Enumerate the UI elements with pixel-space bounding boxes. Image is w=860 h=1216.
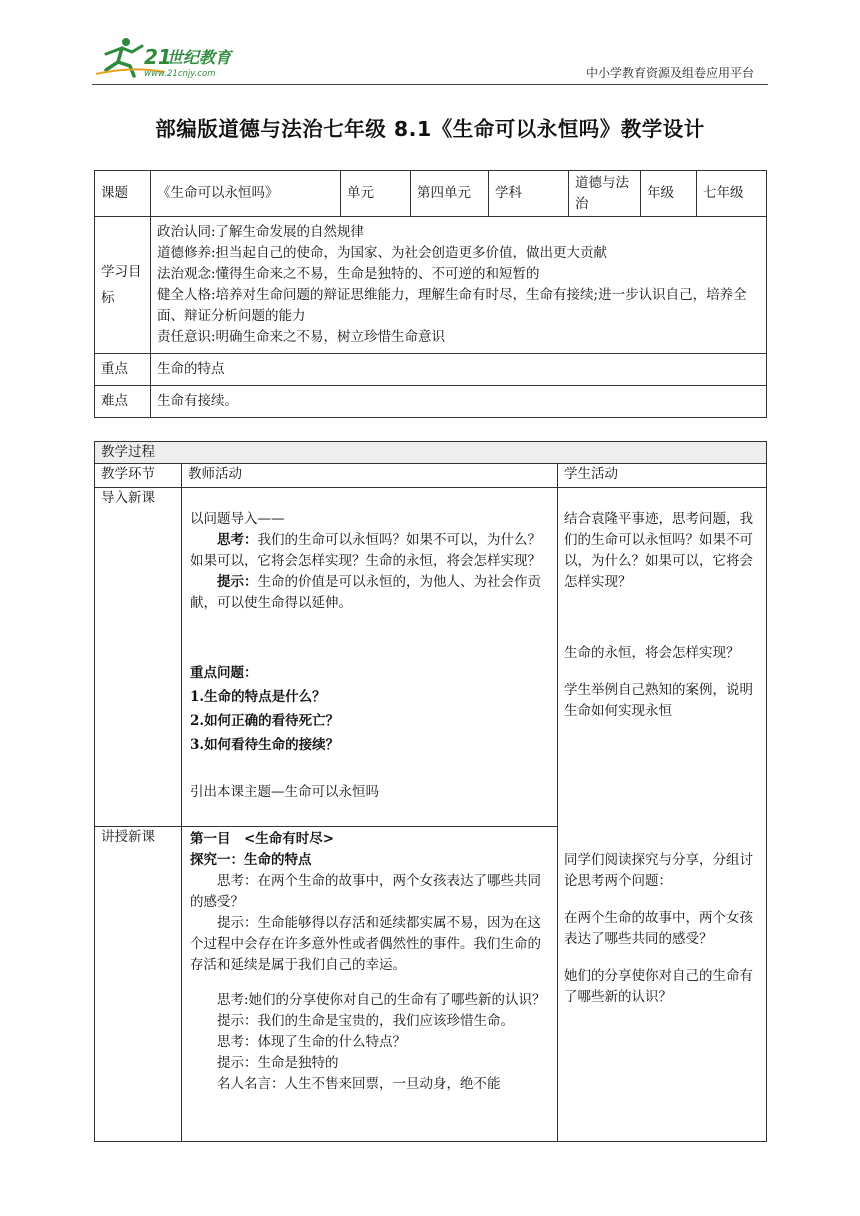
teacher-intro (182, 488, 558, 827)
lecture-paragraph: 提示：我们的生命是宝贵的，我们应该珍惜生命。 (217, 1013, 514, 1029)
goals-list (151, 217, 767, 354)
goal-item: 健全人格:培养对生命问题的辩证思维能力，理解生命有时尽，生命有接续;进一步认识自己，培养全面、辩证分析问题的能力 (157, 287, 747, 324)
col-student: 学生活动 (558, 464, 767, 488)
grade-label: 年级 (641, 171, 697, 217)
unit-label: 单元 (341, 171, 411, 217)
difficulty-label: 难点 (95, 386, 151, 418)
lecture-paragraph: 思考：在两个生命的故事中，两个女孩表达了哪些共同的感受？ (190, 873, 541, 910)
intro-think (190, 530, 549, 572)
grade-value: 七年级 (697, 171, 767, 217)
key-question: 1.生命的特点是什么？ (190, 689, 326, 705)
key-value: 生命的特点 (151, 354, 767, 386)
key-question: 3.如何看待生命的接续？ (190, 737, 340, 753)
goals-label (95, 217, 151, 354)
student-activity: 同学们阅读探究与分享，分组讨论思考两个问题： (564, 852, 753, 889)
lecture-heading: 第一目 <生命有时尽> (190, 831, 335, 847)
stage-lecture: 讲授新课 (95, 827, 182, 1142)
course-value: 《生命可以永恒吗》 (151, 171, 341, 217)
student-activity: 学生举例自己熟知的案例，说明生命如何实现永恒 (564, 682, 753, 719)
col-stage: 教学环节 (95, 464, 182, 488)
hint-text: 生命的价值是可以永恒的，为他人、为社会作贡献，可以使生命得以延伸。 (190, 574, 541, 611)
intro-hint (190, 572, 549, 614)
lecture-paragraph: 思考：体现了生命的什么特点？ (217, 1034, 406, 1050)
logo-graphic (92, 36, 262, 80)
student-activity: 她们的分享使你对自己的生命有了哪些新的认识？ (564, 968, 753, 1005)
student-activities (558, 488, 767, 1142)
goal-item: 责任意识:明确生命来之不易，树立珍惜生命意识 (157, 329, 446, 345)
intro-lead: 以问题导入—— (190, 511, 285, 527)
key-questions-title: 重点问题： (190, 665, 258, 681)
intro-topic: 引出本课主题—生命可以永恒吗 (190, 784, 379, 800)
lecture-paragraph: 名人名言：人生不售来回票，一旦动身，绝不能 (217, 1076, 501, 1092)
stage-intro: 导入新课 (95, 488, 182, 827)
col-teacher: 教师活动 (182, 464, 558, 488)
header-divider (92, 84, 768, 85)
student-activity: 结合袁隆平事迹，思考问题，我们的生命可以永恒吗？如果不可以，为什么？如果可以，它将会怎样实现？ (564, 511, 753, 590)
process-section-title: 教学过程 (95, 442, 767, 464)
lecture-paragraph: 思考:她们的分享使你对自己的生命有了哪些新的认识？ (217, 992, 546, 1008)
goal-item: 政治认同:了解生命发展的自然规律 (157, 224, 365, 240)
process-table (94, 441, 767, 1142)
goals-label-text: 学习目标 (101, 264, 142, 306)
subject-label: 学科 (489, 171, 569, 217)
course-label: 课题 (95, 171, 151, 217)
svg-text:www.21cnjy.com: www.21cnjy.com (144, 69, 216, 79)
think-label: 思考： (217, 532, 258, 548)
page-title: 部编版道德与法治七年级 8.1《生命可以永恒吗》教学设计 (155, 117, 705, 141)
key-label: 重点 (95, 354, 151, 386)
hint-label: 提示： (217, 574, 258, 590)
subject-value: 道德与法治 (569, 171, 641, 217)
think-text: 我们的生命可以永恒吗？如果不可以，为什么？如果可以，它将会怎样实现？生命的永恒，将会怎样实现？ (190, 532, 541, 569)
platform-name: 中小学教育资源及组卷应用平台 (585, 66, 754, 80)
svg-text:21: 21 (144, 45, 172, 69)
goal-item: 法治观念:懂得生命来之不易，生命是独特的、不可逆的和短暂的 (157, 266, 540, 282)
teacher-lecture (182, 827, 558, 1142)
key-question: 2.如何正确的看待死亡？ (190, 713, 340, 729)
info-table (94, 170, 767, 418)
student-activity: 在两个生命的故事中，两个女孩表达了哪些共同的感受？ (564, 910, 753, 947)
lecture-paragraph: 提示：生命是独特的 (217, 1055, 339, 1071)
lecture-paragraph: 提示：生命能够得以存活和延续都实属不易，因为在这个过程中会存在许多意外性或者偶然性的事件。我们生命的存活和延续是属于我们自己的幸运。 (190, 915, 541, 973)
student-activity: 生命的永恒，将会怎样实现？ (564, 645, 740, 661)
goal-item: 道德修养:担当起自己的使命，为国家、为社会创造更多价值，做出更大贡献 (157, 245, 608, 261)
svg-text:世纪教育: 世纪教育 (167, 48, 232, 67)
logo (92, 36, 262, 80)
difficulty-value: 生命有接续。 (151, 386, 767, 418)
unit-value: 第四单元 (411, 171, 489, 217)
lecture-explore: 探究一：生命的特点 (190, 852, 312, 868)
